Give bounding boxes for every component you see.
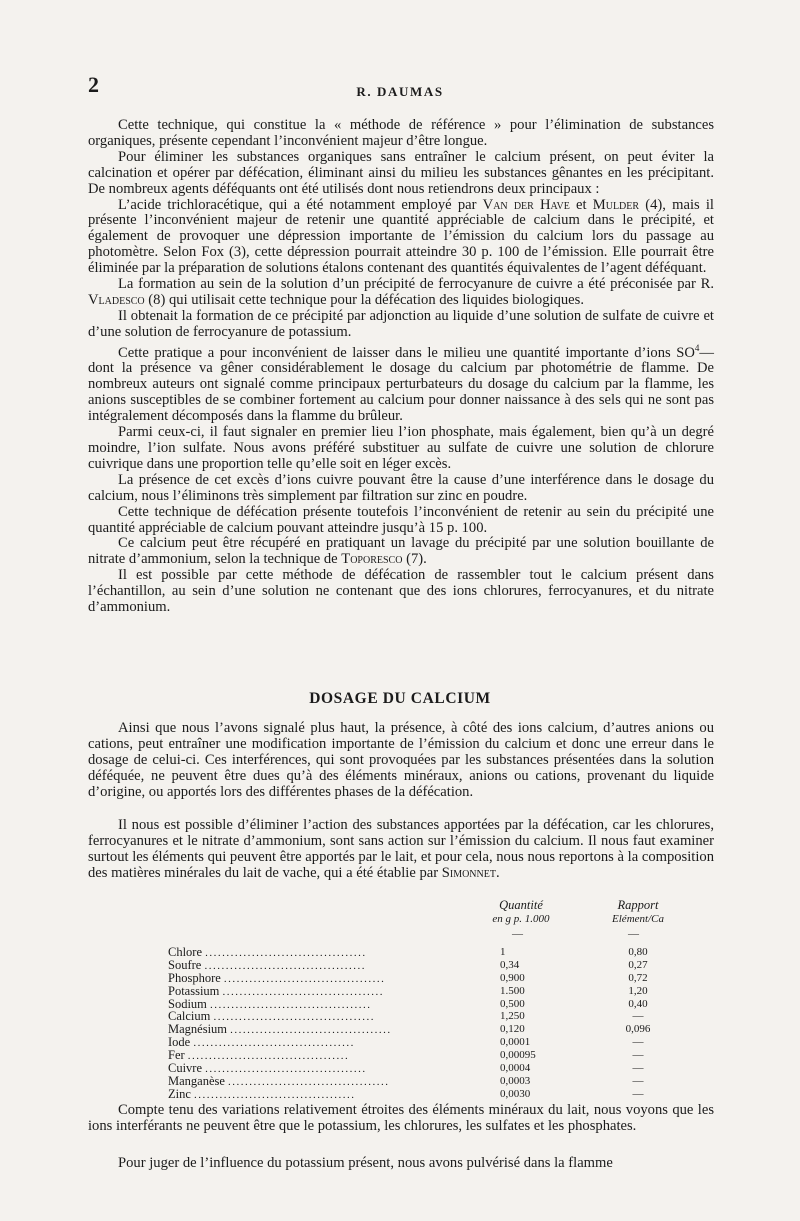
table-row xyxy=(168,946,688,959)
table-row xyxy=(168,972,688,985)
intro-section xyxy=(88,118,714,616)
superscript: 4 xyxy=(694,342,700,353)
ratio-cell: 0,40 xyxy=(628,997,648,1010)
element-cell xyxy=(168,1036,438,1050)
element-cell xyxy=(168,1023,438,1037)
paragraph: Parmi ceux-ci, il faut signaler en premier lieu l’ion phosphate, mais également, bien qu’à un degré moindre, l’ion sulfate. Nous avons préféré substituer au sulfate de cuivre une solution de chlorure cuivrique dans une proportion telle qu’elle soit en léger excès. xyxy=(88,424,714,472)
element-name: Calcium xyxy=(168,1010,211,1024)
dot-leader: ...................................... xyxy=(213,1011,375,1024)
dot-leader: ...................................... xyxy=(228,1075,390,1088)
element-name: Soufre xyxy=(168,958,202,972)
element-name: Magnésium xyxy=(168,1023,228,1037)
section-body xyxy=(88,721,714,801)
quantity-cell: 0,34 xyxy=(500,958,520,971)
element-name: Zinc xyxy=(168,1087,191,1101)
paragraph: Il obtenait la formation de ce précipité par adjonction au liquide d’une solution de sulfate de cuivre et d’une solution de ferrocyanure de potassium. xyxy=(88,307,714,340)
element-cell xyxy=(168,972,438,986)
dot-leader: ...................................... xyxy=(210,998,372,1011)
table-row xyxy=(168,1049,688,1062)
table-row xyxy=(168,1088,688,1101)
paragraph xyxy=(88,341,714,425)
header-rule: — xyxy=(512,928,523,940)
quantity-cell: 0,00095 xyxy=(500,1049,536,1062)
ratio-cell: 0,096 xyxy=(625,1023,651,1036)
element-name: Sodium xyxy=(168,997,207,1011)
table-row xyxy=(168,1036,688,1049)
dot-leader: ...................................... xyxy=(205,1063,367,1076)
text-run: — dont la présence va gêner considérablement le dosage du calcium par photométrie de flamme. De nombreux auteurs ont signalé comme principaux perturbateurs du dosage du calcium par la flamme, les anions susceptibles de se combiner fortement au calcium pour donner naissance à des sels qui ne sont pas intégralement décomposés dans la flamme du brûleur. xyxy=(88,344,714,425)
ratio-column-header xyxy=(588,898,688,926)
element-name: Chlore xyxy=(168,946,203,959)
header-line: Elément/Ca xyxy=(612,913,664,925)
ratio-cell: — xyxy=(632,1036,644,1049)
element-cell xyxy=(168,1010,438,1024)
dot-leader: ...................................... xyxy=(223,972,386,985)
paragraph xyxy=(88,536,714,568)
paragraph xyxy=(88,818,714,882)
table-row xyxy=(168,1075,688,1088)
conclusion-section xyxy=(88,1103,714,1135)
quantity-cell: 1,250 xyxy=(500,1010,525,1023)
element-name: Manganèse xyxy=(168,1074,225,1088)
ratio-cell: — xyxy=(632,1087,644,1100)
text-run: Cette pratique a pour inconvénient de laisser dans le milieu une quantité importante d’ions SO xyxy=(118,344,695,361)
element-name: Iode xyxy=(168,1036,191,1050)
paragraph xyxy=(88,277,714,309)
section-body xyxy=(88,818,714,882)
running-head: R. DAUMAS xyxy=(356,84,444,99)
element-name: Potassium xyxy=(168,984,220,998)
element-name: Phosphore xyxy=(168,971,221,985)
author-name: Simonnet xyxy=(441,864,496,881)
table-row xyxy=(168,985,688,998)
quantity-cell: 0,0030 xyxy=(500,1087,531,1100)
paragraph: Cette technique de défécation présente toutefois l’inconvénient de retenir au sein du précipité une quantité appréciable de calcium pouvant atteindre jusqu’à 15 p. 100. xyxy=(88,503,714,536)
paragraph: Il est possible par cette méthode de défécation de rassembler tout le calcium présent dans l’échantillon, au sein d’une solution ne contenant que des ions chlorures, ferrocyanures, et du nitrate d’ammonium. xyxy=(88,567,714,616)
ratio-cell: — xyxy=(632,1062,644,1075)
element-cell xyxy=(168,946,438,960)
dot-leader: ...................................... xyxy=(204,959,366,972)
quantity-cell: 0,0001 xyxy=(500,1036,531,1049)
paragraph: Pour juger de l’influence du potassium présent, nous avons pulvérisé dans la flamme xyxy=(118,1155,613,1171)
header-line: Quantité xyxy=(499,898,543,912)
element-name: Cuivre xyxy=(168,1062,203,1076)
conclusion-section xyxy=(88,1156,714,1172)
quantity-cell: 0,120 xyxy=(500,1023,525,1036)
author-name: Toporesco xyxy=(341,551,403,568)
table-row xyxy=(168,1062,688,1075)
text-run: Il nous est possible d’éliminer l’action des substances apportées par la défécation, car les chlorures, ferrocyanures et le nitrate d’ammonium, sont sans action sur l’émission du calcium. Il nous faut examiner surtout les éléments qui peuvent être apportés par le lait, et pour cela, nous nous reportons à la composition des matières minérales du lait de vache, qui a été établie par xyxy=(88,817,714,881)
text-run: (7). xyxy=(402,551,427,568)
paragraph: Compte tenu des variations relativement étroites des éléments minéraux du lait, nous voyons que les ions interférants ne peuvent être que le potassium, les chlorures, les sulfates et les phosphates. xyxy=(88,1102,714,1134)
author-name: Van der Have xyxy=(482,196,570,213)
quantity-column-header xyxy=(476,898,566,926)
header-line: en g p. 1.000 xyxy=(492,913,550,925)
table-rows xyxy=(168,946,688,1101)
element-cell xyxy=(168,1049,438,1063)
page-number: 2 xyxy=(88,72,99,97)
dot-leader: ...................................... xyxy=(230,1024,392,1037)
paragraph: La présence de cet excès d’ions cuivre pouvant être la cause d’une interférence dans le dosage du calcium, nous l’éliminons très simplement par filtration sur zinc en poudre. xyxy=(88,471,714,504)
header-rule: — xyxy=(628,928,639,940)
ratio-cell: 0,72 xyxy=(628,971,648,984)
author-name: Vladesco xyxy=(88,291,145,308)
ratio-cell: — xyxy=(632,1074,644,1087)
section-title: DOSAGE DU CALCIUM xyxy=(309,690,491,707)
text-run: et xyxy=(569,196,593,213)
ratio-cell: — xyxy=(632,1049,644,1062)
element-cell xyxy=(168,985,438,999)
dot-leader: ...................................... xyxy=(205,947,367,959)
text-run: (8) qui utilisait cette technique pour la défécation des liquides biologiques. xyxy=(144,291,584,308)
element-cell xyxy=(168,1088,438,1102)
element-cell xyxy=(168,959,438,973)
dot-leader: ...................................... xyxy=(193,1037,355,1050)
text-run: . xyxy=(495,864,500,881)
quantity-cell: 1 xyxy=(500,946,506,958)
header-line: Rapport xyxy=(617,898,659,912)
paragraph: Ainsi que nous l’avons signalé plus haut, la présence, à côté des ions calcium, d’autres anions ou cations, peut entraîner une modification importante de l’émission du calcium et donc une erreur dans le dosage de celui-ci. Ces interférences, qui sont provoquées par les substances présentées dans la solution déféquée, ne peuvent être dues qu’à des éléments minéraux, anions ou cations, provenant du liquide d’origine, ou apportés lors des différentes phases de la défécation. xyxy=(88,720,714,800)
paragraph: Pour éliminer les substances organiques sans entraîner le calcium présent, on peut éviter la calcination et opérer par défécation, éliminant ainsi du milieu les substances gênantes en les précipitant. De nombreux agents déféquants ont été utilisés dont nous retiendrons deux principaux : xyxy=(88,148,714,197)
element-cell xyxy=(168,1062,438,1076)
text-run: Ce calcium peut être récupéré en pratiquant un lavage du précipité par une solution bouillante de nitrate d’ammonium, selon la technique de xyxy=(88,535,714,568)
quantity-cell: 0,900 xyxy=(500,971,525,984)
table-row xyxy=(168,1010,688,1023)
quantity-cell: 0,0004 xyxy=(500,1062,531,1075)
author-name: Mulder xyxy=(592,196,640,213)
ratio-cell: 1,20 xyxy=(628,984,648,997)
table-row xyxy=(168,1023,688,1036)
ratio-cell: — xyxy=(632,1010,644,1023)
dot-leader: ...................................... xyxy=(222,985,385,998)
dot-leader: ...................................... xyxy=(187,1050,350,1063)
table-row xyxy=(168,998,688,1011)
text-run: (4), mais il présente l’inconvénient majeur de retenir une quantité appréciable de calcium dans le précipité, et également de provoquer une dépression importante de l’émission du calcium lors du passage au photomètre. Selon Fox (3), cette dépression pourrait atteindre 30 p. 100 de l’émission. Elle pourrait être éliminée par la préparation de solutions étalons contenant des quantités équivalentes de l’agent déféquant. xyxy=(88,196,714,277)
quantity-cell: 0,0003 xyxy=(500,1074,531,1087)
paragraph: Cette technique, qui constitue la « méthode de référence » pour l’élimination de substances organiques, présente cependant l’inconvénient majeur d’être longue. xyxy=(88,117,714,149)
text-run: La formation au sein de la solution d’un précipité de ferrocyanure de cuivre a été préconisée par R. xyxy=(118,276,714,293)
ratio-cell: 0,80 xyxy=(628,946,648,958)
quantity-cell: 0,500 xyxy=(500,997,525,1010)
element-cell xyxy=(168,1075,438,1089)
quantity-cell: 1.500 xyxy=(500,984,525,997)
element-cell xyxy=(168,998,438,1012)
paragraph xyxy=(88,198,714,278)
element-name: Fer xyxy=(168,1049,185,1063)
ratio-cell: 0,27 xyxy=(628,958,648,971)
dot-leader: ...................................... xyxy=(194,1088,356,1101)
table-row xyxy=(168,959,688,972)
text-run: L’acide trichloracétique, qui a été notamment employé par xyxy=(118,196,483,213)
